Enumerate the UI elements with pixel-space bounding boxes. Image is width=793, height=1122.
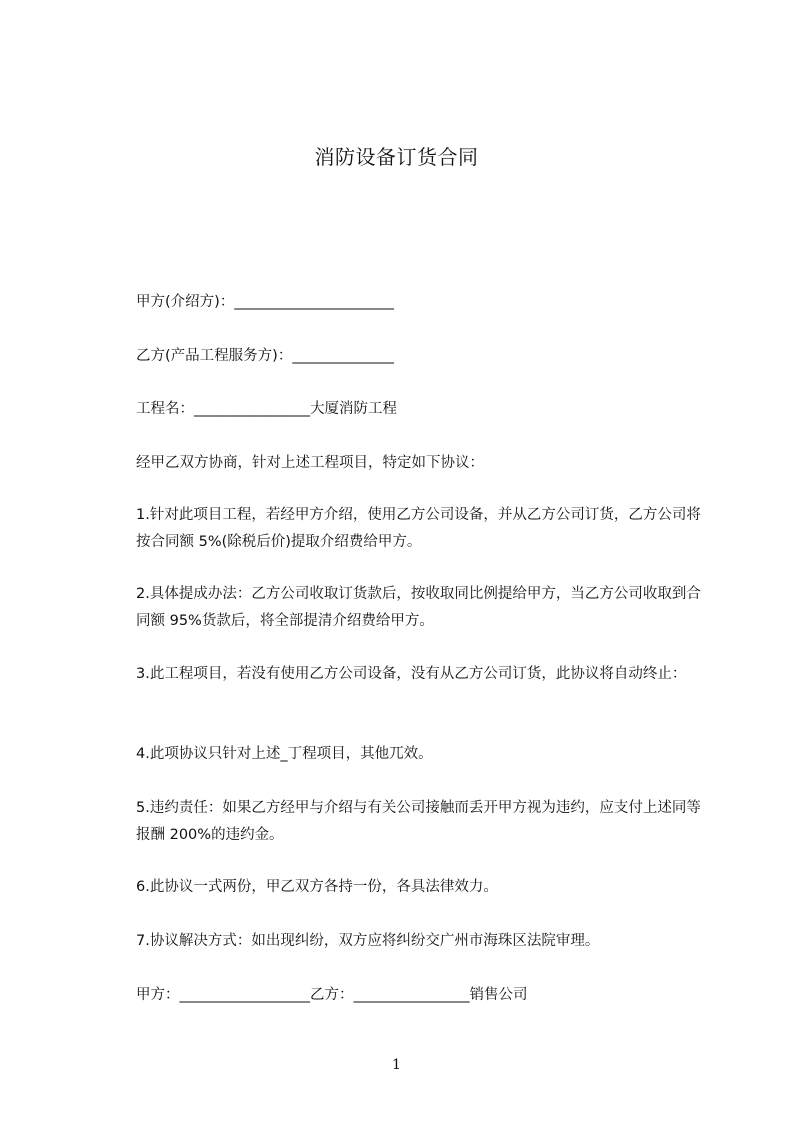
clause-7 <box>103 928 703 955</box>
signature-line: 甲方：__________________乙方：________________销售公司 <box>136 987 528 1003</box>
clause-1 <box>103 502 703 556</box>
clause-text: 4.此项协议只针对上述_丁程项目，其他兀效。 <box>136 746 433 762</box>
clause-text: 6.此协议一式两份，甲乙双方各持一份，各具法律效力。 <box>136 879 498 895</box>
clause-text: 7.协议解决方式：如出现纠纷，双方应将纠纷交广州市海珠区法院审理。 <box>136 933 600 949</box>
intro-paragraph: 经甲乙双方协商，针对上述工程项目，特定如下协议： <box>136 455 484 471</box>
clause-4 <box>103 741 703 768</box>
clause-text: 1.针对此项目工程，若经甲方介绍，使用乙方公司设备，并从乙方公司订货，乙方公司将按合同额 5%(除税后价)提取介绍费给甲方。 <box>136 507 701 550</box>
party-a-line: 甲方(介绍方)：______________________ <box>136 294 394 310</box>
clause-text: 3.此工程项目，若没有使用乙方公司设备，没有从乙方公司订货，此协议将自动终止： <box>136 666 687 682</box>
clause-text: 5.违约责任：如果乙方经甲与介绍与有关公司接触而丢开甲方视为违约，应支付上述同等报酬 200%的违约金。 <box>136 800 701 843</box>
clause-5 <box>103 795 703 849</box>
clause-6 <box>103 874 703 901</box>
clause-2 <box>103 581 703 635</box>
clause-3 <box>103 661 703 688</box>
party-b-line: 乙方(产品工程服务方)：______________ <box>136 348 394 364</box>
project-name-line: 工程名：________________大厦消防工程 <box>136 401 397 417</box>
clause-text: 2.具体提成办法：乙方公司收取订货款后，按收取同比例提给甲方，当乙方公司收取到合同额 95%货款后，将全部提清介绍费给甲方。 <box>136 586 701 629</box>
page-number: 1 <box>392 1057 401 1073</box>
document-title: 消防设备订货合同 <box>314 145 479 169</box>
